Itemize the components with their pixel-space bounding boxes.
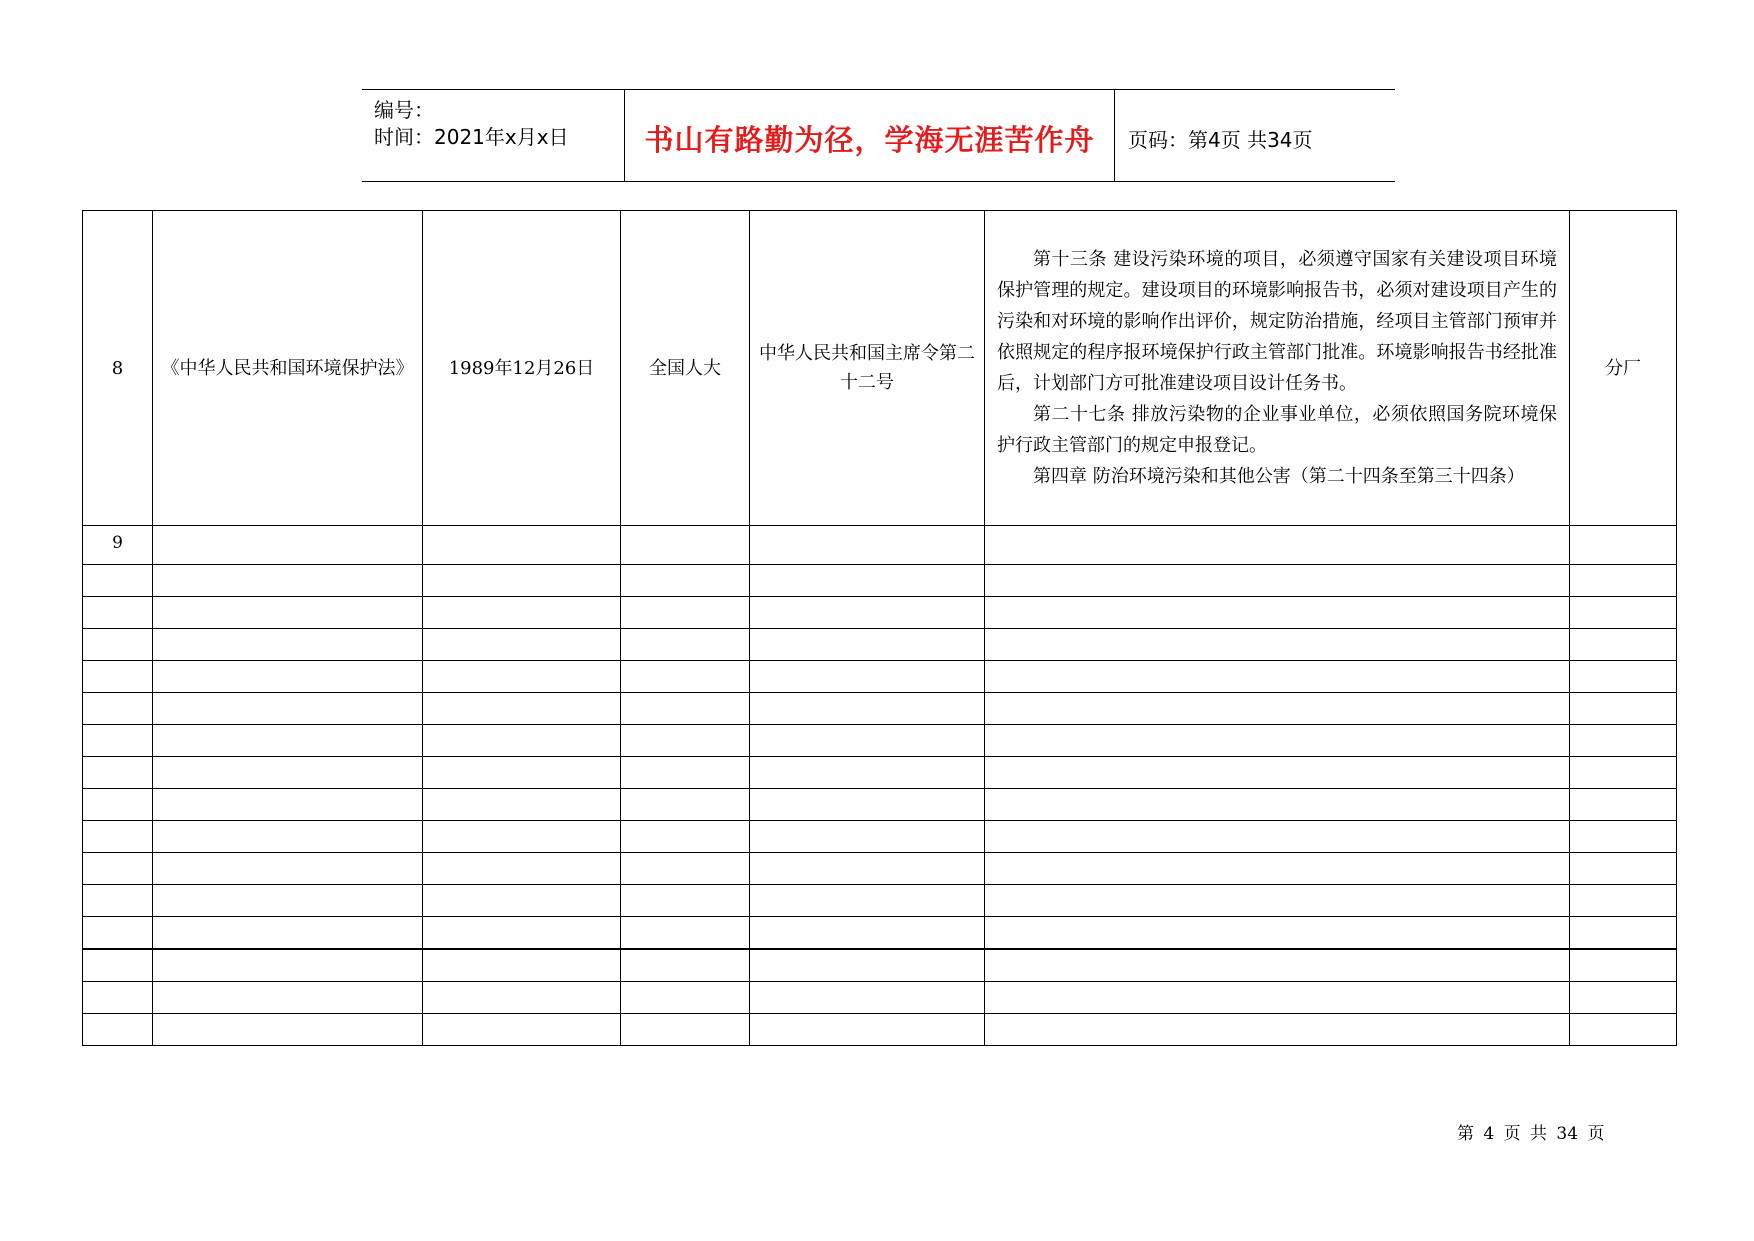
date-line: 时间：2021年x月x日 [374,125,569,149]
table-cell [1570,885,1677,917]
table-cell [83,885,153,917]
table-cell [153,757,423,789]
table-cell [1570,757,1677,789]
table-cell [750,693,985,725]
provisions-cell [985,211,1570,526]
table-row [83,565,1677,597]
table-cell [83,949,153,982]
table-cell [985,982,1570,1014]
table-row [83,949,1677,982]
table-cell [750,597,985,629]
row-number-cell [83,526,153,565]
table-cell [750,853,985,885]
provision-paragraph: 第十三条 建设污染环境的项目，必须遵守国家有关建设项目环境保护管理的规定。建设项目的环境影响报告书，必须对建设项目产生的污染和对环境的影响作出评价，规定防治措施，经项目主管部门预审并依照规定的程序报环境保护行政主管部门批准。环境影响报告书经批准后，计划部门方可批准建设项目设计任务书。 [997,249,1557,394]
table-row [83,693,1677,725]
table-row [83,821,1677,853]
table-row [83,629,1677,661]
table-cell [621,693,750,725]
table-cell [423,526,621,565]
table-cell [985,725,1570,757]
table-cell [153,629,423,661]
table-cell [621,949,750,982]
law-name-cell [153,211,423,526]
table-cell [621,821,750,853]
page-header [362,89,1395,182]
table-cell [83,1014,153,1046]
table-cell [750,1014,985,1046]
document-number: 中华人民共和国主席令第二十二号 [759,343,975,393]
table-cell [423,853,621,885]
applicable-unit: 分厂 [1605,357,1641,379]
table-cell [1570,917,1677,950]
document-no-cell [750,211,985,526]
table-cell [153,821,423,853]
table-cell [985,917,1570,950]
table-cell [423,821,621,853]
table-cell [1570,565,1677,597]
table-row [83,789,1677,821]
table-row [83,1014,1677,1046]
table-cell [1570,526,1677,565]
table-cell [153,982,423,1014]
table-cell [1570,725,1677,757]
page-info: 页码：第4页 共34页 [1128,127,1313,152]
table-cell [985,526,1570,565]
table-cell [750,949,985,982]
provision-paragraph: 第四章 防治环境污染和其他公害（第二十四条至第三十四条） [1033,466,1525,487]
table-cell [423,949,621,982]
applicable-unit-cell [1570,211,1677,526]
motto-text: 书山有路勤为径，学海无涯苦作舟 [644,122,1095,157]
table-cell [83,982,153,1014]
table-cell [621,917,750,950]
table-row [83,982,1677,1014]
table-cell [423,789,621,821]
table-cell [423,757,621,789]
table-cell [985,1014,1570,1046]
table-cell [750,757,985,789]
header-left-cell [362,90,625,181]
table-cell [423,725,621,757]
table-cell [1570,597,1677,629]
row-number-cell [83,211,153,526]
table-row [83,597,1677,629]
row-number: 9 [112,533,123,553]
table-cell [985,757,1570,789]
table-cell [1570,693,1677,725]
table-cell [83,757,153,789]
table-row [83,757,1677,789]
table-cell [985,565,1570,597]
table-cell [423,885,621,917]
table-cell [83,789,153,821]
table-cell [423,917,621,950]
table-cell [1570,821,1677,853]
table-cell [423,565,621,597]
table-cell [621,725,750,757]
table-cell [423,1014,621,1046]
table-cell [621,757,750,789]
table-cell [750,629,985,661]
table-cell [1570,949,1677,982]
table-cell [153,885,423,917]
table-cell [83,853,153,885]
table-cell [83,725,153,757]
table-cell [621,526,750,565]
table-cell [621,629,750,661]
table-cell [750,789,985,821]
table-cell [1570,789,1677,821]
table-cell [750,661,985,693]
table-cell [750,725,985,757]
table-cell [83,821,153,853]
table-cell [423,661,621,693]
table-row [83,853,1677,885]
table-cell [1570,853,1677,885]
provision-paragraph: 第二十七条 排放污染物的企业事业单位，必须依照国务院环境保护行政主管部门的规定申报登记。 [997,404,1557,456]
page-footer: 第 4 页 共 34 页 [1457,1124,1605,1144]
table-cell [153,853,423,885]
table-cell [423,982,621,1014]
table-cell [985,597,1570,629]
table-cell [750,526,985,565]
table-cell [153,526,423,565]
issuer: 全国人大 [649,357,721,379]
table-cell [83,597,153,629]
row-number: 8 [111,357,124,379]
table-row [83,917,1677,950]
table-cell [153,661,423,693]
table-cell [621,565,750,597]
table-cell [423,693,621,725]
serial-label: 编号： [374,98,434,122]
table-cell [750,982,985,1014]
table-cell [985,885,1570,917]
table-cell [83,565,153,597]
table-cell [153,725,423,757]
table-cell [83,661,153,693]
table-cell [985,821,1570,853]
table-cell [153,565,423,597]
table-cell [153,597,423,629]
table-cell [83,693,153,725]
law-name: 《中华人民共和国环境保护法》 [161,357,414,379]
table-cell [621,982,750,1014]
table-cell [621,661,750,693]
table-cell [750,917,985,950]
table-row [83,661,1677,693]
table-cell [153,949,423,982]
date-cell [423,211,621,526]
table-cell [621,885,750,917]
table-cell [985,661,1570,693]
table-row [83,725,1677,757]
table-cell [621,853,750,885]
table-cell [621,597,750,629]
table-cell [621,789,750,821]
table-cell [83,917,153,950]
table-cell [985,853,1570,885]
law-date: 1989年12月26日 [448,357,595,379]
table-row [83,885,1677,917]
header-right-cell [1115,90,1395,181]
table-cell [985,693,1570,725]
table-cell [153,917,423,950]
table-cell [750,565,985,597]
table-row [83,526,1677,565]
table-cell [153,789,423,821]
table-cell [423,629,621,661]
table-row [83,211,1677,526]
table-cell [750,885,985,917]
table-cell [153,1014,423,1046]
regulations-table [82,210,1677,1046]
table-cell [83,629,153,661]
table-cell [1570,629,1677,661]
issuer-cell [621,211,750,526]
table-cell [621,1014,750,1046]
table-cell [153,693,423,725]
table-cell [1570,1014,1677,1046]
table-cell [750,821,985,853]
table-cell [1570,982,1677,1014]
table-cell [985,949,1570,982]
table-cell [1570,661,1677,693]
table-cell [423,597,621,629]
header-center-cell [625,90,1115,181]
table-cell [985,789,1570,821]
table-cell [985,629,1570,661]
